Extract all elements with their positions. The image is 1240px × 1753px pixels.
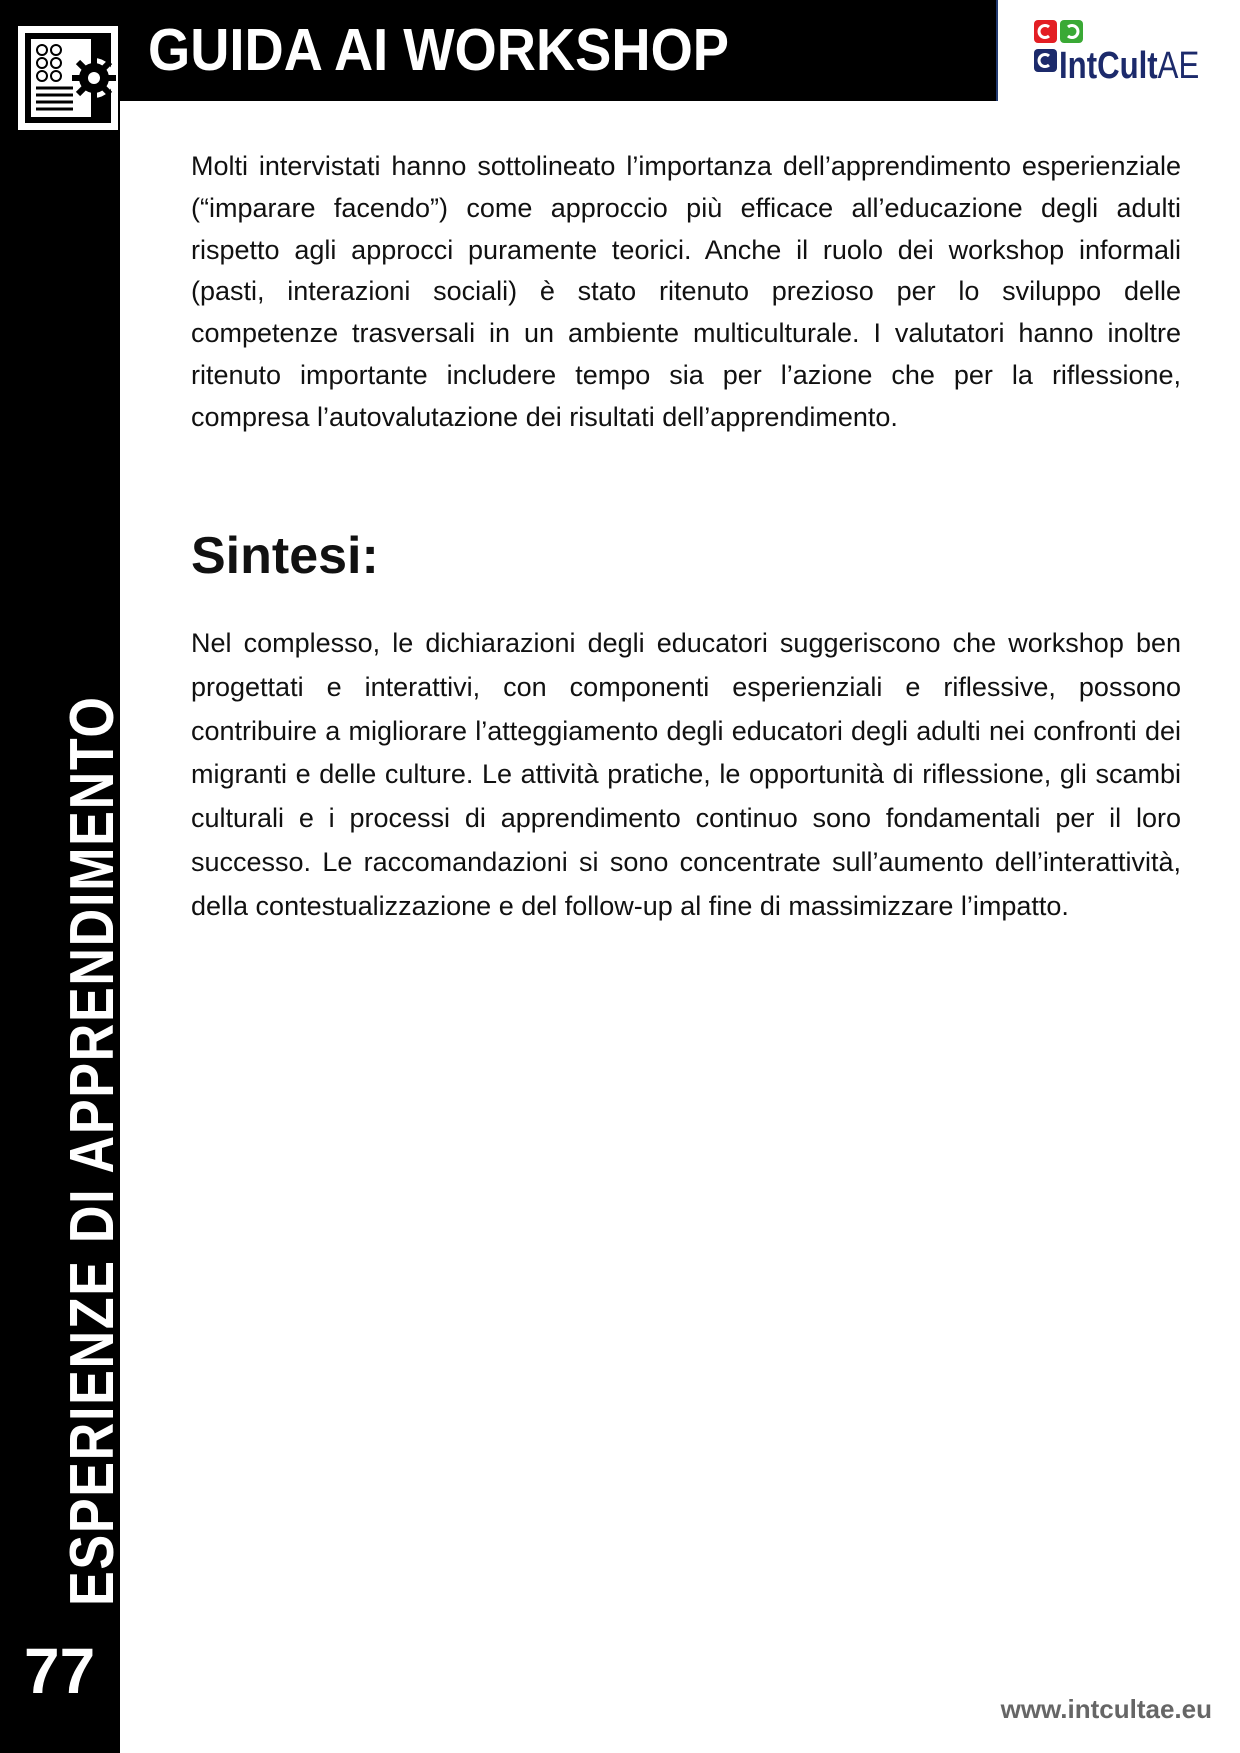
section-heading: Sintesi: xyxy=(191,527,379,585)
section-title-vertical: ESPERIENZE DI APPRENDIMENTO xyxy=(58,695,127,1606)
body-paragraph-1: Molti intervistati hanno sottolineato l’importanza dell’apprendimento esperienziale (“imparare facendo”) come approccio più efficace all’educazione degli adulti rispetto agli approcci puramente teorici. Anche il ruolo dei workshop informali (pasti, interazioni sociali) è stato ritenuto prezioso per lo sviluppo delle competenze trasversali in un ambiente multiculturale. I valutatori hanno inoltre ritenuto importante includere tempo sia per l’azione che per la riflessione, compresa l’autovalutazione dei risultati dell’apprendimento. xyxy=(191,151,1181,432)
logo-wordmark: IntCultAE xyxy=(1059,45,1200,87)
page-title: GUIDA AI WORKSHOP xyxy=(148,17,729,83)
body-paragraph-2: Nel complesso, le dichiarazioni degli educatori suggeriscono che workshop ben progettati e interattivi, con componenti esperienziali e riflessive, possono contribuire a migliorare l’atteggiamento degli educatori degli adulti nei confronti dei migranti e delle culture. Le attività pratiche, le opportunità di riflessione, gli scambi culturali e i processi di apprendimento continuo sono fondamentali per il loro successo. Le raccomandazioni si sono concentrate sull’aumento dell’interattività, della contestualizzazione e del follow-up al fine di massimizzare l’impatto. xyxy=(191,628,1181,921)
page-number: 77 xyxy=(24,1635,96,1707)
workshop-guide-icon xyxy=(18,26,118,130)
footer-website-link[interactable]: www.intcultae.eu xyxy=(1000,1694,1212,1724)
